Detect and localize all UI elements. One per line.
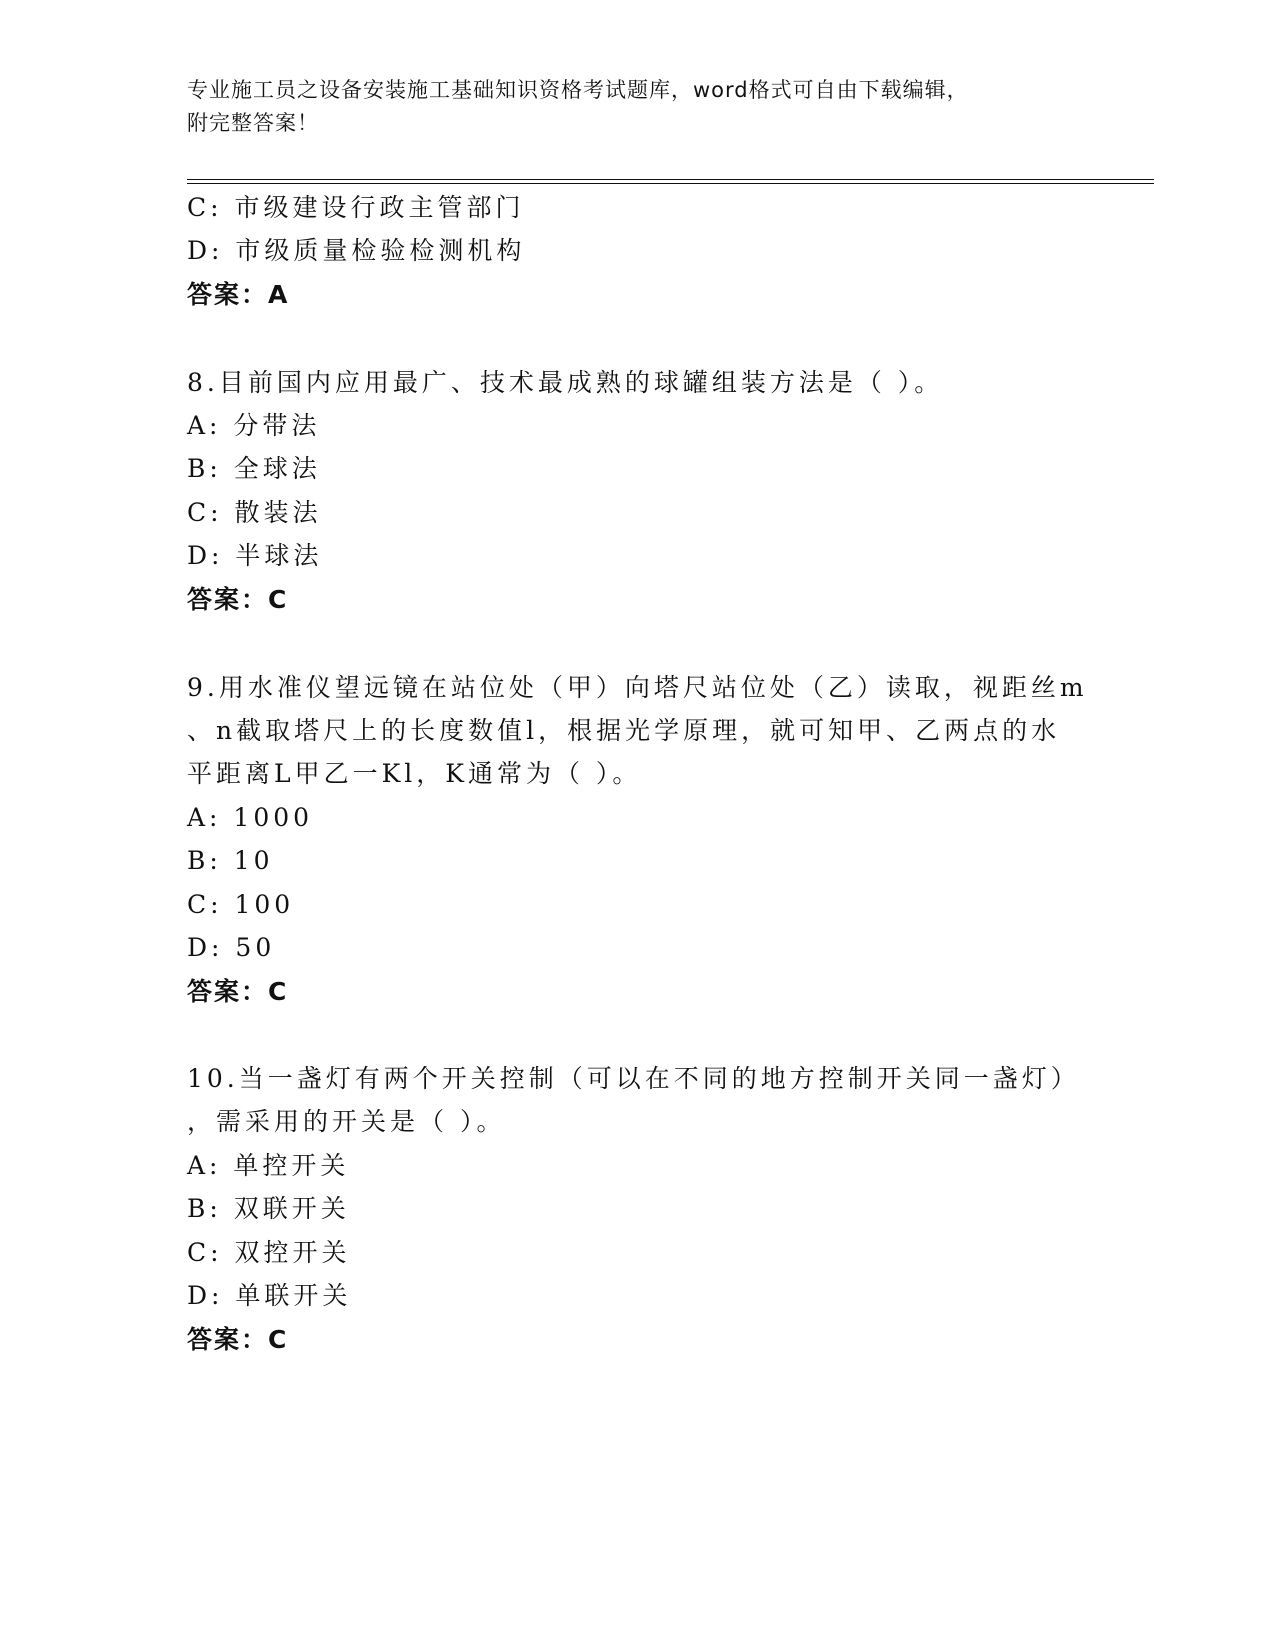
q10-option-d: D: 单联开关 <box>187 1281 352 1310</box>
q10-option-c: C: 双控开关 <box>187 1238 351 1267</box>
prev-option-d: D: 市级质量检验检测机构 <box>187 236 526 265</box>
q10-option-b: B: 双联开关 <box>187 1194 350 1223</box>
q10-stem-line-1: 10.当一盏灯有两个开关控制（可以在不同的地方控制开关同一盏灯） <box>187 1064 1080 1093</box>
prev-option-c: C: 市级建设行政主管部门 <box>187 193 525 222</box>
q8-answer: 答案：C <box>187 585 289 614</box>
q9-stem-line-2: 、n截取塔尺上的长度数值l，根据光学原理，就可知甲、乙两点的水 <box>187 716 1061 745</box>
q8-option-c: C: 散装法 <box>187 498 322 527</box>
q10-answer: 答案：C <box>187 1325 289 1354</box>
q8-option-a: A: 分带法 <box>187 411 321 440</box>
q8-option-b: B: 全球法 <box>187 454 321 483</box>
header-line-1: 专业施工员之设备安装施工基础知识资格考试题库，word格式可自由下载编辑， <box>187 78 969 102</box>
header-line-2: 附完整答案！ <box>187 111 319 135</box>
prev-answer: 答案：A <box>187 280 290 309</box>
q8-option-d: D: 半球法 <box>187 541 323 570</box>
q9-option-b: B: 10 <box>187 846 274 875</box>
q9-option-d: D: 50 <box>187 933 276 962</box>
document-header <box>187 74 1087 140</box>
q10-stem-line-2: ，需采用的开关是（ ）。 <box>187 1107 506 1136</box>
q9-option-c: C: 100 <box>187 890 295 919</box>
header-rule-bottom <box>187 183 1154 184</box>
q8-stem: 8.目前国内应用最广、技术最成熟的球罐组装方法是（ ）。 <box>187 368 944 397</box>
header-rule-top <box>187 179 1154 180</box>
q9-answer: 答案：C <box>187 977 289 1006</box>
q9-option-a: A: 1000 <box>187 803 314 832</box>
q10-option-a: A: 单控开关 <box>187 1151 350 1180</box>
q9-stem-line-1: 9.用水准仪望远镜在站位处（甲）向塔尺站位处（乙）读取，视距丝m <box>187 673 1088 702</box>
q9-stem-line-3: 平距离L甲乙一Kl，K通常为（ ）。 <box>187 759 642 788</box>
